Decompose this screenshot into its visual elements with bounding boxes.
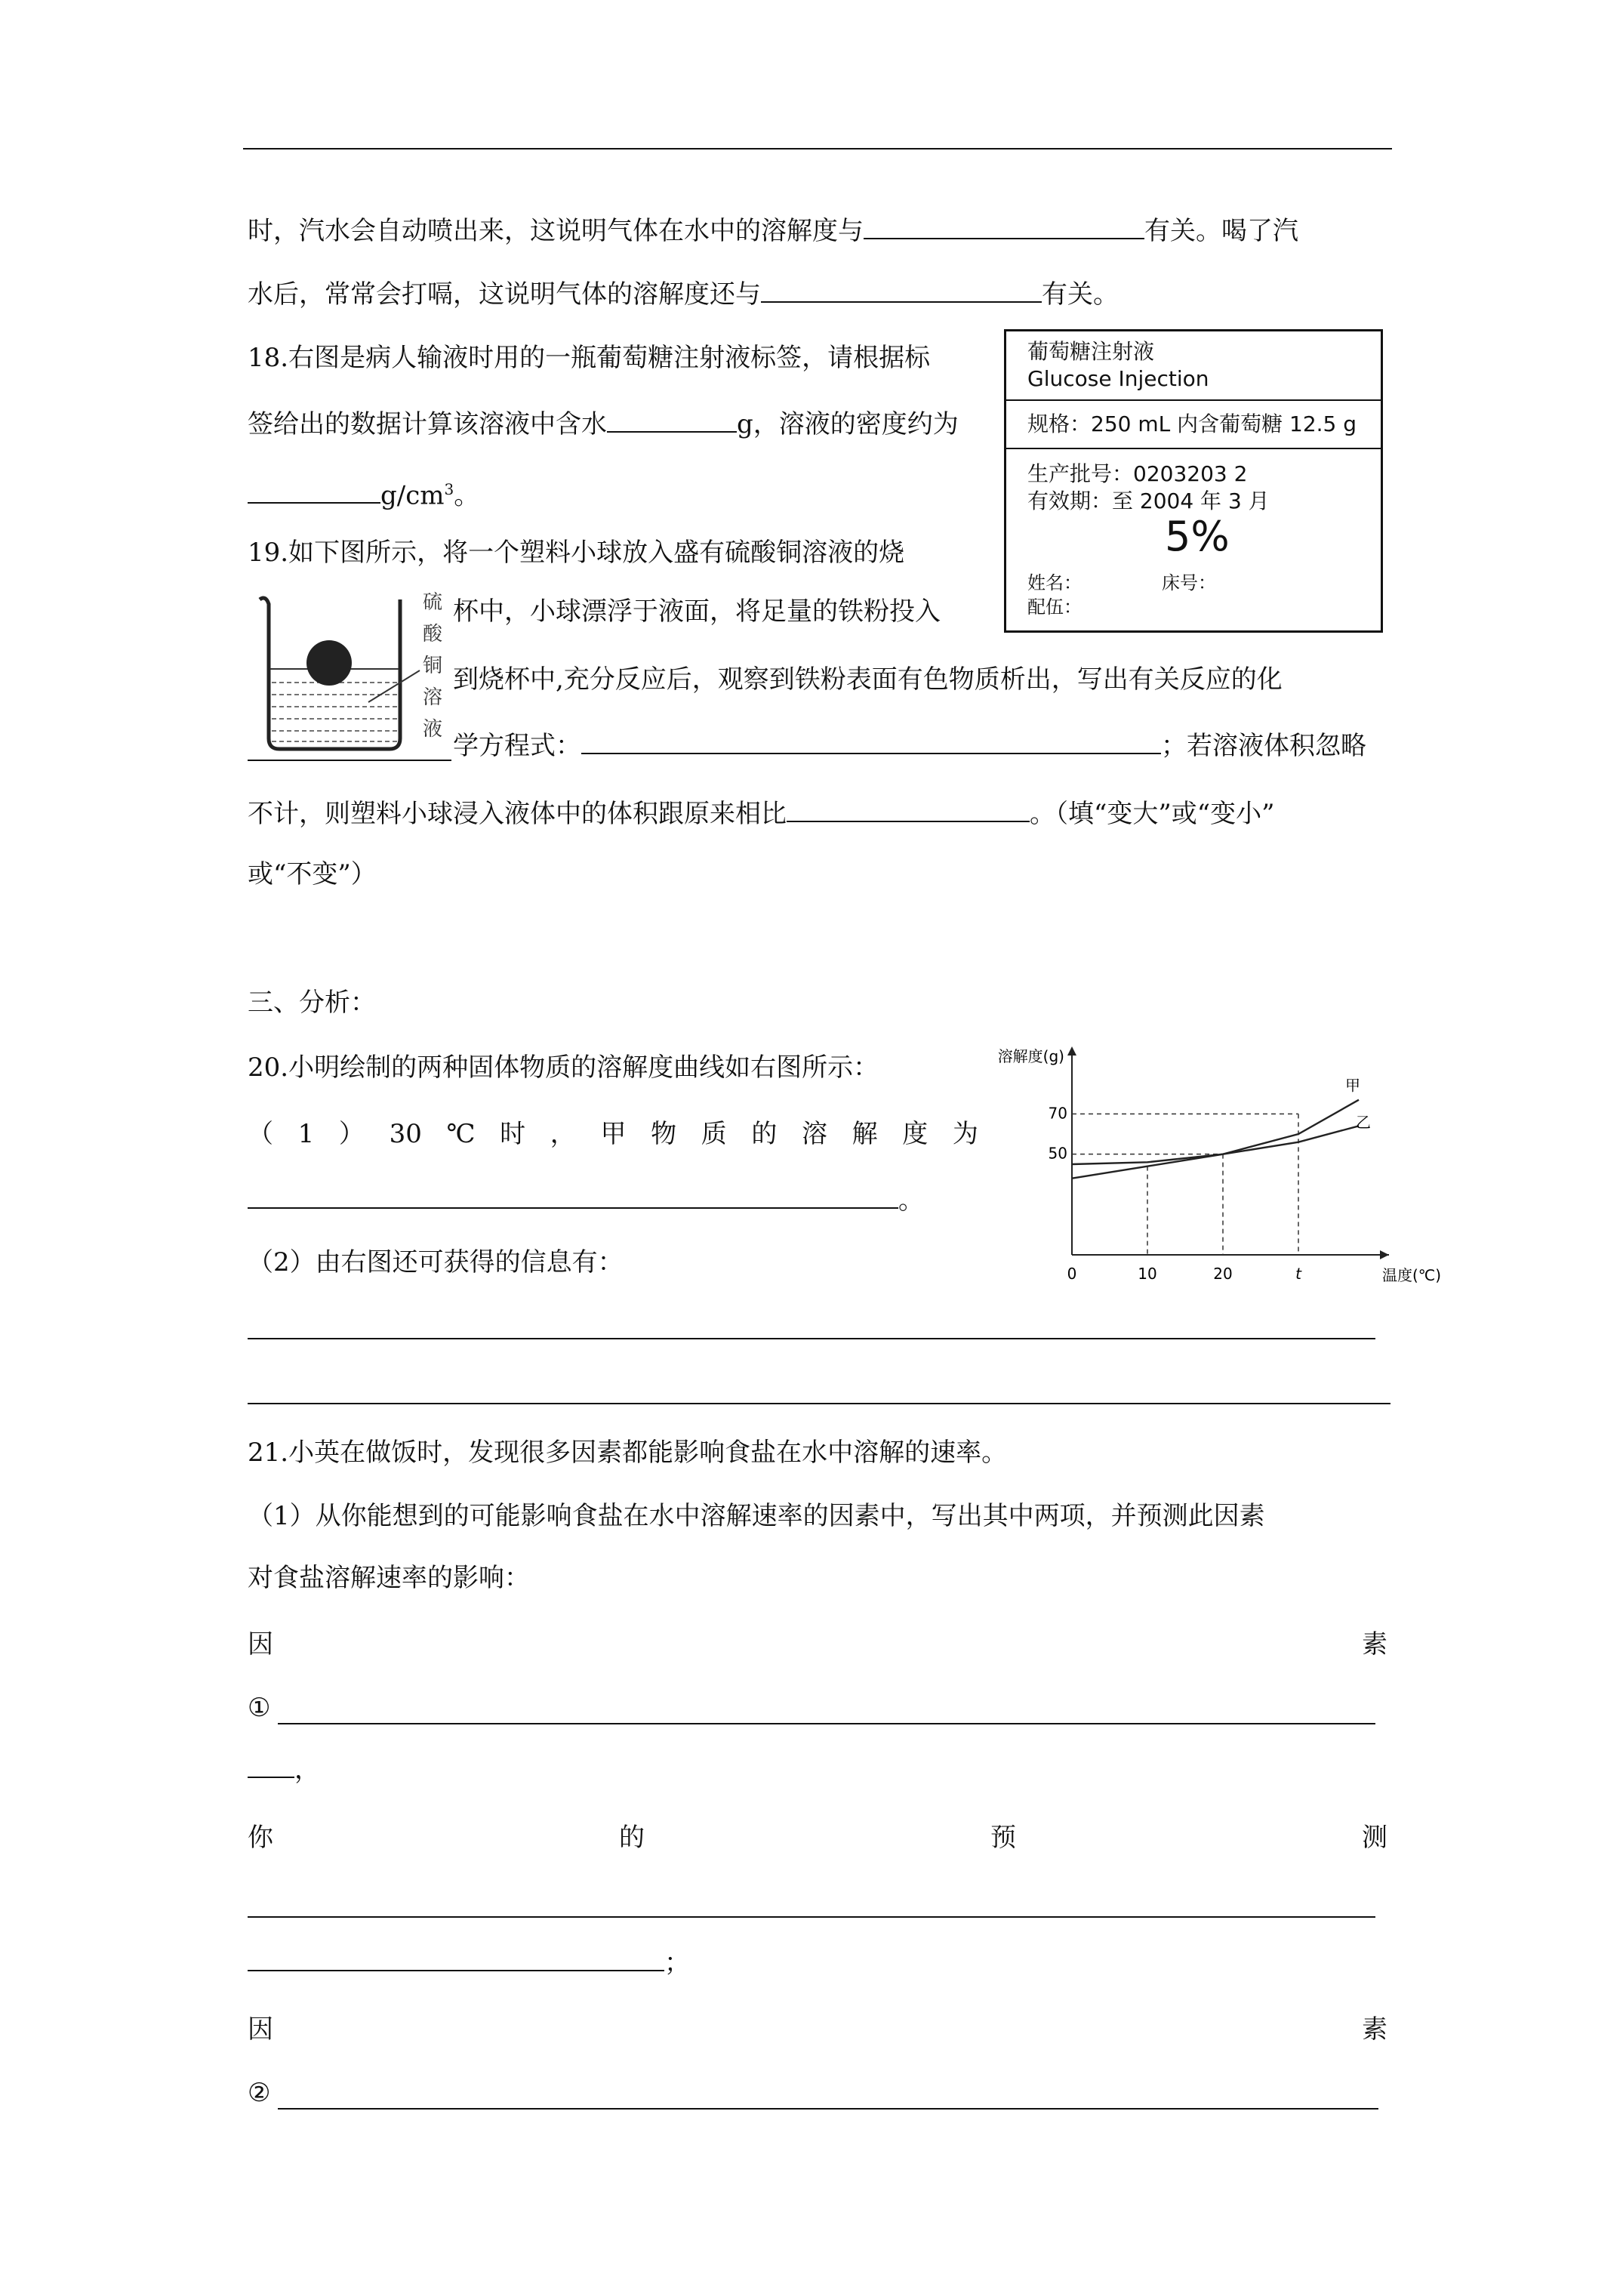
q21-factor2-row — [248, 2013, 1387, 2046]
q18-text-2b: g，溶液的密度约为 — [737, 409, 959, 439]
q17-line1 — [248, 214, 1298, 248]
x-axis-arrow — [1380, 1250, 1389, 1259]
q20-part: 解 — [852, 1119, 878, 1149]
beaker-figure — [255, 589, 453, 763]
q20-answer-line-2[interactable] — [248, 1403, 1390, 1404]
q20-part: 时 — [500, 1119, 526, 1149]
q18-line2 — [248, 408, 959, 441]
beaker-label-char: 铜 — [423, 655, 443, 677]
circle-one: ① — [248, 1693, 271, 1723]
q18-line3 — [248, 473, 479, 512]
predict-word: 的 — [619, 1823, 645, 1853]
beaker-base-rule — [248, 760, 451, 761]
glucose-batch: 生产批号：0203203 2 — [1027, 461, 1248, 486]
beaker-label — [423, 591, 443, 741]
glucose-name: 姓名： — [1027, 572, 1082, 593]
q17-text-1a: 时，汽水会自动喷出来，这说明气体在水中的溶解度与 — [248, 216, 864, 246]
q18-text-2a: 签给出的数据计算该溶液中含水 — [248, 409, 607, 439]
q17-text-2a: 水后，常常会打嗝，这说明气体的溶解度还与 — [248, 279, 761, 310]
y-axis-label: 溶解度(g) — [997, 1047, 1064, 1065]
factor-word: 素 — [1362, 2014, 1387, 2045]
q18-unit: g/cm — [380, 480, 445, 511]
q20-part: 的 — [751, 1119, 778, 1149]
q20-text-4: （2）由右图还可获得的信息有： — [248, 1247, 624, 1277]
factor-word: 因 — [248, 2014, 273, 2045]
q21-factor1-row — [248, 1628, 1387, 1661]
glucose-sep-2 — [1006, 448, 1381, 449]
circle-two: ② — [248, 2078, 271, 2108]
q21-line3 — [248, 1561, 530, 1595]
q20-part: 度 — [902, 1119, 929, 1149]
y-tick-label: 70 — [1048, 1104, 1067, 1123]
q18-text-1: 18.右图是病人输液时用的一瓶葡萄糖注射液标签，请根据标 — [248, 343, 931, 373]
q19-text-6: 或“不变”） — [248, 859, 377, 889]
q20-answer-line-1[interactable] — [248, 1338, 1375, 1339]
q21-line2 — [248, 1499, 1265, 1533]
q19-text-5a: 不计，则塑料小球浸入液体中的体积跟原来相比 — [248, 799, 787, 829]
q19-line1 — [248, 536, 904, 569]
factor-word: 因 — [248, 1629, 273, 1660]
q19-blank-equation[interactable] — [581, 730, 1161, 754]
predict-word: 测 — [1362, 1823, 1387, 1853]
q20-line1 — [248, 1051, 879, 1084]
q20-part: 1 — [297, 1119, 315, 1149]
section3-title: 三、分析： — [248, 988, 376, 1018]
q21-factor1-tail — [248, 1753, 320, 1786]
beaker-label-char: 酸 — [423, 623, 443, 646]
glucose-title: 葡萄糖注射液 — [1027, 339, 1155, 364]
q18-end: 。 — [454, 480, 480, 511]
factor-word: 素 — [1362, 1629, 1387, 1660]
q19-line2 — [453, 595, 941, 628]
header-rule — [243, 148, 1392, 149]
q20-part: ） — [338, 1119, 365, 1149]
q17-blank-2[interactable] — [761, 279, 1042, 303]
solubility-chart — [974, 1036, 1442, 1285]
q21-semicolon: ； — [664, 1948, 690, 1978]
q21-predict1-tail-blank[interactable] — [248, 1947, 664, 1971]
q20-part: 质 — [701, 1119, 727, 1149]
q20-part: 溶 — [802, 1119, 827, 1149]
q19-line6 — [248, 858, 377, 891]
q18-blank-water[interactable] — [607, 408, 737, 433]
q20-part: 为 — [952, 1119, 978, 1149]
beaker-label-char: 溶 — [423, 686, 443, 709]
x-tick-label: t — [1295, 1265, 1301, 1283]
glucose-percent: 5% — [1165, 513, 1230, 560]
q21-predict1-row — [248, 1821, 1387, 1854]
q20-end: 。 — [898, 1185, 924, 1216]
x-axis-label: 温度(℃) — [1381, 1266, 1442, 1284]
q20-text-1: 20.小明绘制的两种固体物质的溶解度曲线如右图所示： — [248, 1052, 879, 1083]
predict-word: 你 — [248, 1823, 273, 1853]
glucose-bed: 床号： — [1162, 572, 1216, 593]
q19-line3 — [453, 663, 1283, 696]
q21-text-2: （1）从你能想到的可能影响食盐在水中溶解速率的因素中，写出其中两项，并预测此因素 — [248, 1501, 1265, 1531]
q19-text-5b: 。（填“变大”或“变小” — [1030, 799, 1275, 829]
series-line-1 — [1072, 1100, 1359, 1179]
liquid-dashes — [272, 683, 397, 741]
q21-text-1: 21.小英在做饭时，发现很多因素都能影响食盐在水中溶解的速率。 — [248, 1438, 1008, 1468]
q17-blank-1[interactable] — [864, 215, 1144, 239]
glucose-english: Glucose Injection — [1027, 366, 1209, 391]
q20-blank-solubility[interactable] — [248, 1185, 898, 1209]
y-tick-label: 50 — [1048, 1144, 1067, 1163]
q21-circle2-row — [248, 2076, 270, 2110]
series-line-2 — [1072, 1126, 1359, 1164]
q20-part: 物 — [651, 1119, 677, 1149]
glucose-label — [1004, 329, 1383, 633]
series-label-1: 甲 — [1345, 1076, 1360, 1095]
q20-part: 30 — [389, 1119, 422, 1149]
q19-line4 — [453, 729, 1366, 763]
q18-line1 — [248, 341, 930, 374]
q18-unit-sup: 3 — [444, 480, 454, 498]
q20-part: ℃ — [446, 1119, 476, 1149]
q21-predict1-tail — [248, 1946, 690, 1980]
q21-comma: ， — [294, 1755, 320, 1785]
q20-part: （ — [248, 1119, 273, 1149]
q19-text-2: 杯中，小球漂浮于液面，将足量的铁粉投入 — [453, 596, 941, 627]
x-tick-label: 20 — [1213, 1265, 1233, 1283]
q19-text-1: 19.如下图所示，将一个塑料小球放入盛有硫酸铜溶液的烧 — [248, 538, 905, 568]
x-tick-label: 10 — [1138, 1265, 1157, 1283]
q20-line2 — [248, 1117, 978, 1151]
x-tick-label: 0 — [1067, 1265, 1077, 1283]
q18-blank-density[interactable] — [248, 479, 380, 504]
q21-factor1-line[interactable] — [278, 1723, 1375, 1724]
q19-line5 — [248, 797, 1275, 831]
beaker-label-char: 硫 — [423, 591, 443, 614]
q19-text-4b: ；若溶液体积忽略 — [1161, 731, 1366, 761]
q20-line4 — [248, 1246, 624, 1279]
q21-factor2-line[interactable] — [278, 2108, 1378, 2110]
q17-text-2b: 有关。 — [1042, 279, 1119, 310]
beaker-label-char: 液 — [423, 718, 443, 741]
beaker-pointer — [368, 670, 420, 702]
q19-text-3: 到烧杯中,充分反应后，观察到铁粉表面有色物质析出，写出有关反应的化 — [453, 664, 1283, 695]
q20-line3 — [248, 1184, 924, 1217]
y-axis-arrow — [1067, 1046, 1076, 1056]
q20-part: 甲 — [600, 1119, 627, 1149]
q21-predict1-line[interactable] — [248, 1916, 1375, 1918]
glucose-spec: 规格：250 mL 内含葡萄糖 12.5 g — [1027, 411, 1357, 436]
q20-part: ， — [550, 1119, 576, 1149]
q19-blank-volume[interactable] — [787, 798, 1030, 822]
glucose-sep-1 — [1006, 399, 1381, 401]
predict-word: 预 — [990, 1823, 1016, 1853]
glucose-dispense: 配伍： — [1027, 596, 1082, 618]
q17-line2 — [248, 278, 1119, 311]
q21-circle1-row — [248, 1691, 270, 1724]
q21-line1 — [248, 1436, 1007, 1469]
plastic-ball — [306, 640, 352, 686]
q17-text-1b: 有关。喝了汽 — [1144, 216, 1298, 246]
glucose-expiry: 有效期：至 2004 年 3 月 — [1027, 488, 1270, 513]
q19-text-4a: 学方程式： — [453, 731, 581, 761]
series-label-2: 乙 — [1356, 1113, 1371, 1132]
q21-text-3: 对食盐溶解速率的影响： — [248, 1563, 530, 1593]
q21-factor1-tail-blank[interactable] — [248, 1754, 294, 1778]
